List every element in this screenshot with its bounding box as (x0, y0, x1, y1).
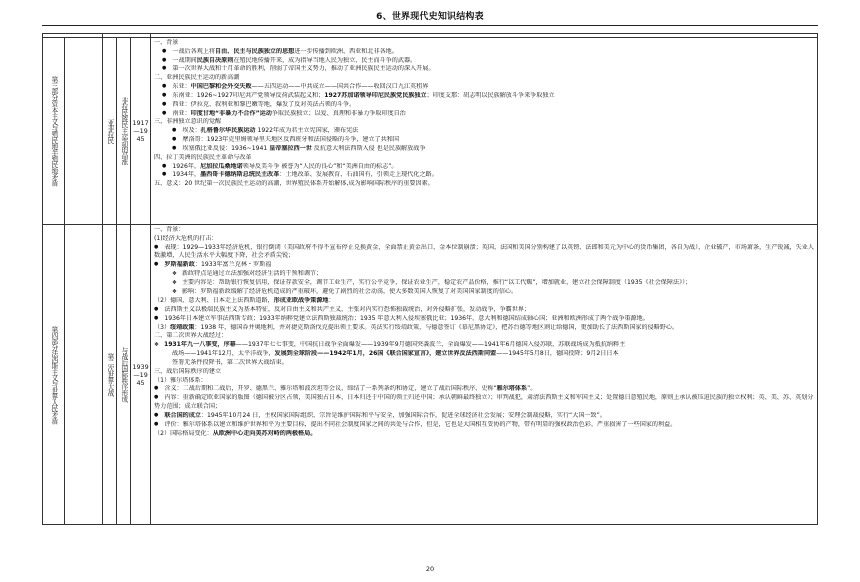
content-line: 五、意义：20 世纪第一次民族民主运动的高潮，世界殖民体系开始解体,成为影响国际秩序的重要因素。 (154, 180, 434, 188)
line-text: 一战期间 (172, 56, 197, 64)
line-text: 在殖民地传播开来，成为指导当地人民为独立、民主而斗争的武器。 (233, 56, 417, 64)
emphasis-text: 形成亚欧战争策源地 (273, 297, 329, 305)
content-line (154, 145, 814, 154)
content-line (154, 110, 814, 119)
page-title: 6、世界现代史知识结构表 (376, 12, 484, 22)
content-line (154, 127, 814, 136)
emphasis-text: 发展到全球阶段——1942年1月，26国《联合国家宣言》，建立世界反法西斯同盟 (274, 350, 497, 358)
content-line: ● 西亚：伊拉克、叙利亚和黎巴嫩等地，爆发了反对英法占领的斗争。 (154, 101, 814, 110)
content-line: ● 1936年日本建立军事法西斯专政；1933年纳粹党建立法西斯独裁统治；1935 年意大利入侵埃塞俄比亚；1936年，意大利和德国结成轴心国；亚洲和欧洲形成了两个战争策源地。 (154, 315, 814, 324)
content-line: ● 评价：雅尔塔体系以建立和维护世界和平为主要目标，提出不同社会制度国家之间的共处与合作，但是，它也是大国相互妥协的产物，带有明显的强权政治色彩，严重损害了一些国家的利益。 (154, 421, 814, 430)
content-line: ❖ 影响：罗斯福新政缓解了经济危机造成的严重破坏，避免了剧烈的社会动荡，使大多数美国人恢复了对美国国家制度的信心。 (154, 288, 814, 297)
knowledge-table (42, 33, 818, 525)
content-line: 一、背景： (154, 226, 185, 233)
content-cell (151, 38, 818, 225)
content-line: （1）雅尔塔体系： (154, 376, 207, 384)
content-line (154, 261, 814, 270)
content-line: 三、战后国际秩序的建立 (154, 367, 222, 375)
emphasis-text: 1927苏加诺领导印尼民族党民族独立 (324, 91, 427, 99)
line-text: 埃及： (182, 127, 201, 135)
content-line: 签署无条件投降书，第二次世界大战结束。 (172, 358, 288, 366)
section-row-3 (43, 38, 818, 225)
line-text: （2）德国、意大利、日本走上法西斯道路， (154, 297, 274, 305)
emphasis-text: 民族自决原则 (196, 56, 234, 64)
title-divider (42, 25, 818, 26)
content-line (154, 412, 814, 421)
content-line: 一、背景 (154, 39, 179, 46)
line-text: 领导反美斗争 被誉为“人民的良心”和“美洲自由的标志”。 (242, 162, 398, 170)
line-text: ——1945年5月8日，德国投降；9月2日日本 (496, 350, 619, 358)
content-line: 三、非洲独立意识的觉醒 (154, 118, 222, 126)
line-text: 埃塞俄比亚反侵：1936~1941 (182, 144, 270, 152)
emphasis-text: 罗斯福新政 (164, 261, 195, 269)
emphasis-text: 印度甘地“非暴力不合作”运动 (190, 109, 272, 117)
line-text: 战场——1941年12月，太平洋战争， (172, 350, 275, 358)
content-line: (1)经济大危机的打击： (154, 234, 218, 242)
line-text: ：1938 年，德国吞并奥地利，并对捷克斯洛伐克提出领土要求。英法实行绥靖政策，与德意签订《慕尼黑协定》，把苏台德等地区割让给德国，更加助长了法西斯国家的侵略野心。 (194, 323, 679, 331)
years-cell: 1917—1945 (131, 38, 151, 225)
line-text: 一战后各观上将 (172, 47, 216, 55)
blank-cell (65, 225, 103, 525)
line-text: 东南亚：1926~1927印尼共产党领导反荷武装起义和； (172, 91, 325, 99)
content-line (154, 83, 814, 92)
content-cell (151, 225, 818, 525)
content-line (154, 92, 814, 101)
content-line: 二、第二次世界大战经过： (154, 332, 228, 340)
emphasis-text: 雅尔塔体系 (496, 385, 528, 393)
line-text: ”。 (527, 385, 537, 393)
line-text: 1934年， (172, 171, 201, 179)
emphasis-text: 自由、民主与民族独立的思想 (215, 47, 295, 55)
emphasis-text: 皇帝塞拉西一世 (269, 144, 312, 152)
emphasis-text: 联合国的成立 (164, 411, 201, 419)
section-row-4 (43, 225, 818, 525)
blank-cell (65, 38, 103, 225)
sub-b-cell: 与战后国际秩序形成 (117, 225, 131, 525)
line-text: ；印度支那：胡志明以民族解放斗争来争取独立 (426, 91, 555, 99)
emphasis-text: 中国巴黎和会外交失败 (190, 83, 252, 91)
emphasis-text: 从欧洲中心走向美苏对峙的两极格局。 (212, 429, 317, 437)
line-text: 东亚： (172, 83, 191, 91)
line-text: ： (328, 297, 335, 305)
content-line: ● 内容：重新确定欧亚国家的版图（德国被分区占领，美国独占日本，日本归还于中国的领土归还中国；承认朝鲜最终独立）；审判战犯，肃清法西斯主义和军国主义；处置德日意殖民地，原则上承认被压迫民族的独立权利；英、美、苏、英划分势力范围；成立联合国； (154, 394, 814, 412)
content-line (154, 324, 814, 333)
content-line (154, 385, 814, 394)
line-text: 1926年， (172, 162, 201, 170)
content-line: ❖ 主要内容是：帮助银行恢复信用，保证存款安全，调节工业生产，实行公平竞争，保证农业生产，稳定农产品价格，推行“以工代赈”，增加就业，建立社会保障制度（1935《社会保障法》）； (154, 279, 814, 288)
line-text: 争取民族独立；以爱、真理和非暴力争取印度自治 (271, 109, 406, 117)
line-text: 1922年成为君主立宪国家，颁布宪法 (255, 127, 359, 135)
content-line (154, 350, 814, 359)
line-text: ：1933年富兰克林・罗斯福 (194, 261, 272, 269)
page-number: 20 (425, 565, 435, 573)
content-line (154, 163, 814, 172)
stage-cell: 第三部分资本主义与殖民地半殖民地矛盾 (43, 38, 65, 225)
content-line: 四、拉丁美洲的民族民主革命与改革 (154, 153, 252, 161)
line-text: （2）国际格局变化： (154, 429, 213, 437)
stage-cell: 第四部分法西斯主义与世界人民矛盾 (43, 225, 65, 525)
emphasis-text: 扎格鲁尔华民族运动 (200, 127, 256, 135)
line-text: 反抗意大利法西斯入侵 也是民族解放战争 (311, 144, 426, 152)
line-text: ：土地改革、发展教育、石油国有，引领走上现代化之路。 (279, 171, 438, 179)
content-line: ● 摩洛哥：1923年克里姆领导里夫地区反西班牙和法国侵略的斗争，建立了共和国 (154, 136, 814, 145)
content-line: ● 法西斯主义以极端民族主义为基本特征，反对自由主义和共产主义，主张对内实行恐怖独裁统治，对外侵略扩张，发动战争，争霸世界； (154, 306, 814, 315)
content-line (154, 171, 814, 180)
sub-b-cell: 非拉民族民主运动的高涨 (117, 38, 131, 225)
line-text: 含义：二战后期和二战后，开罗、德黑兰、雅尔塔和波茨坦等会议，缔结了一系列条约和协定，建立了战后国际秩序，史称“ (164, 385, 497, 393)
emphasis-text: 墨西哥卡德纳斯总统民主改革 (200, 171, 280, 179)
content-line: 二、亚洲民族民主运动的新高潮 (154, 74, 240, 82)
line-text: 进一步传播到欧洲、西亚和北非各地。 (294, 47, 398, 55)
content-line (154, 341, 814, 350)
years-cell: 1939—1945 (131, 225, 151, 525)
sub-a-cell: 亚非拉民 (103, 38, 117, 225)
line-text: ——五四运动——中共成立——国共合作——收回汉口九江英租界 (251, 83, 429, 91)
sub-a-cell: 第二次世界大战 (103, 225, 117, 525)
content-line (154, 48, 814, 57)
content-line: ● 第一次世界大战和十月革命的胜利，削弱了帝国主义势力，推动了亚洲民族民主运动的深入开展。 (154, 65, 814, 74)
content-line: ❖ 新政特点是通过立法加强对经济生活的干预和调节； (154, 270, 814, 279)
emphasis-text: 尼加拉瓜桑地诺 (200, 162, 243, 170)
line-text: ——1937年七七事变，中国抗日战争全面爆发——1939年9月德国突袭波兰，全面爆发——1941年6月德国入侵苏联，苏联战场成为抵抗纳粹主 (235, 341, 626, 349)
line-text: 南亚： (172, 109, 191, 117)
content-line (154, 297, 814, 306)
content-line (154, 57, 814, 66)
line-text: （3） (154, 323, 171, 331)
content-line: ● 表现：1929—1933年经济危机，银行倒闭（美国政府不得不宣布停止兑换黄金，全面禁止黄金出口，金本位制崩溃；英国、法国和美国分别构建了以英镑、法郎和美元为中心的货币集团，各自为战），企业破产，市场萧条，生产锐减，失业人数激增，人民生活水平大幅度下降，社会矛盾尖锐； (154, 244, 814, 262)
content-line (154, 430, 814, 439)
emphasis-text: 1931年九一八事变，序幕 (163, 341, 236, 349)
line-text: ：1945年10月24 日，主权国家国际组织，宗旨是维护国际和平与安全，加强国际合作，促进全球经济社会发展；安理会制裁侵略，实行“大国一致”。 (200, 411, 606, 419)
emphasis-text: 绥靖政策 (170, 323, 195, 331)
